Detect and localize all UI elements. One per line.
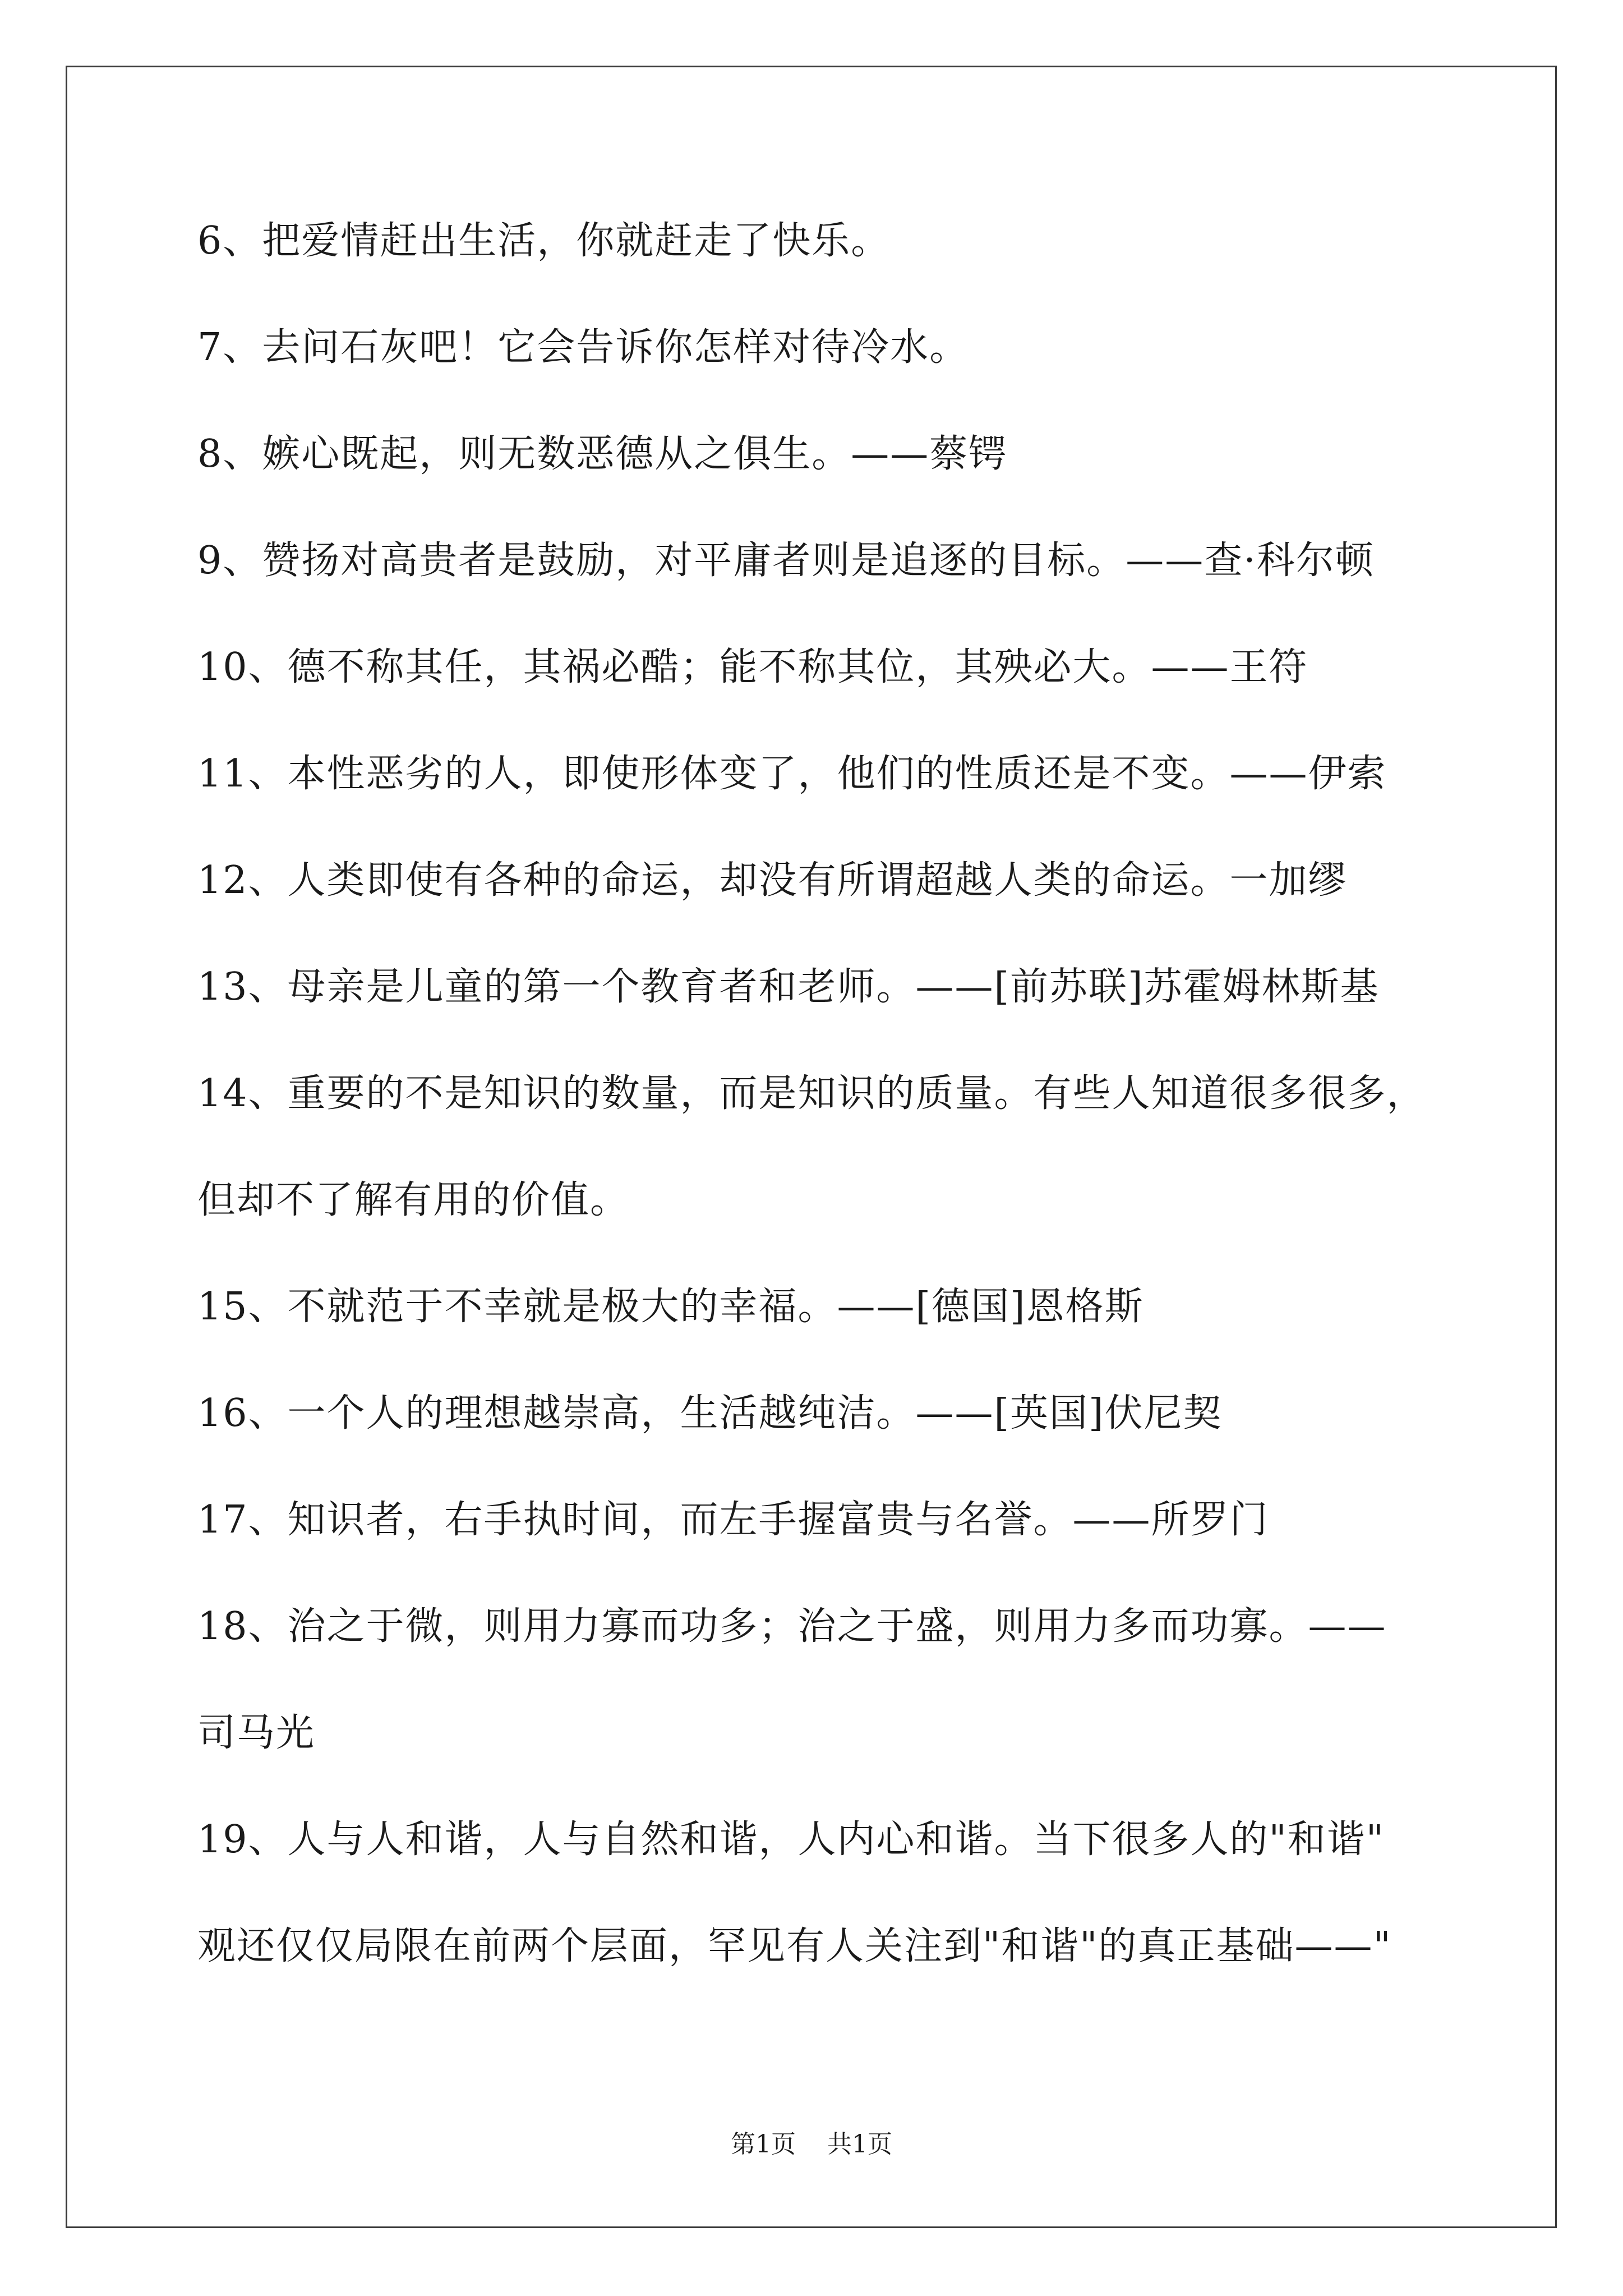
text-line: 12、人类即使有各种的命运，却没有所谓超越人类的命运。一加缪	[197, 858, 1348, 903]
text-line: 9、赞扬对高贵者是鼓励，对平庸者则是追逐的目标。——查·科尔顿	[197, 539, 1375, 583]
text-line: 观还仅仅局限在前两个层面，罕见有人关注到"和谐"的真正基础——"	[197, 1924, 1392, 1968]
text-line: 11、本性恶劣的人，即使形体变了，他们的性质还是不变。——伊索	[197, 752, 1387, 796]
text-line: 司马光	[197, 1711, 316, 1755]
page-footer	[0, 2128, 1623, 2161]
page-number: 第1页	[731, 2130, 796, 2159]
text-line: 8、嫉心既起，则无数恶德从之俱生。——蔡锷	[197, 432, 1008, 476]
text-line: 18、治之于微，则用力寡而功多；治之于盛，则用力多而功寡。——	[197, 1604, 1387, 1649]
text-line: 19、人与人和谐，人与自然和谐，人内心和谐。当下很多人的"和谐"	[197, 1818, 1385, 1862]
text-line: 15、不就范于不幸就是极大的幸福。——[德国]恩格斯	[197, 1285, 1144, 1329]
text-line: 7、去问石灰吧！它会告诉你怎样对待冷水。	[197, 325, 969, 370]
text-line: 16、一个人的理想越崇高，生活越纯洁。——[英国]伏尼契	[197, 1391, 1223, 1435]
page-border	[66, 66, 1557, 2228]
text-line: 10、德不称其任，其祸必酷；能不称其位，其殃必大。——王符	[197, 645, 1308, 689]
page-total: 共1页	[827, 2130, 892, 2159]
text-line: 17、知识者，右手执时间，而左手握富贵与名誉。——所罗门	[197, 1498, 1269, 1542]
text-line: 13、母亲是儿童的第一个教育者和老师。——[前苏联]苏霍姆林斯基	[197, 965, 1380, 1009]
text-line: 6、把爱情赶出生活，你就赶走了快乐。	[197, 219, 891, 263]
text-line: 但却不了解有用的价值。	[197, 1178, 630, 1222]
text-line: 14、重要的不是知识的数量，而是知识的质量。有些人知道很多很多，	[197, 1071, 1426, 1116]
